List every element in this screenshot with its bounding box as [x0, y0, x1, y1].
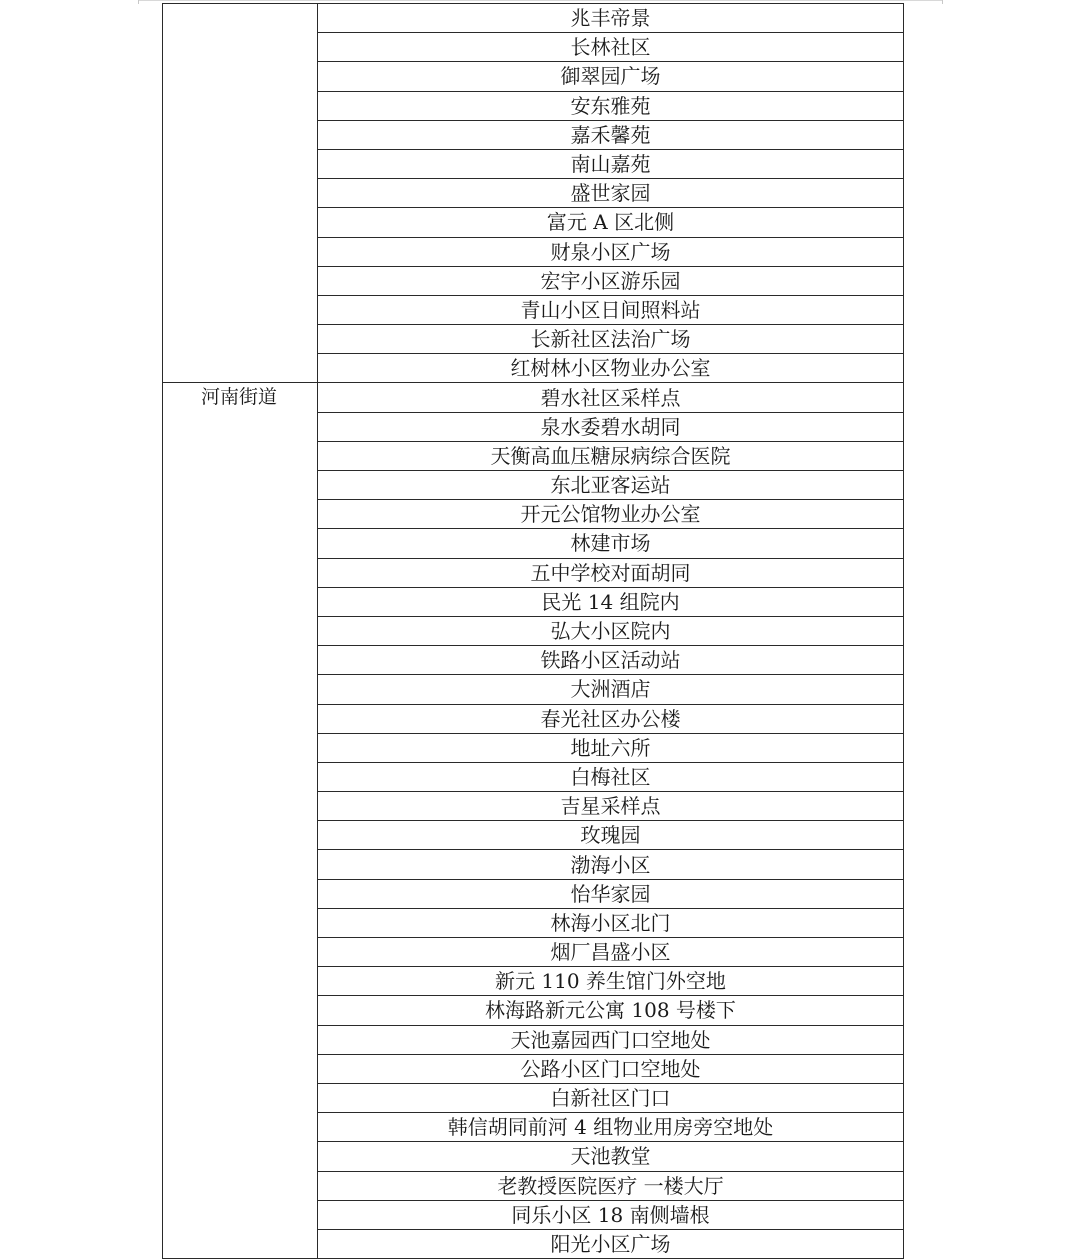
- page-corner-mark-left: [138, 0, 139, 4]
- sampling-site-cell: 林海小区北门: [318, 908, 904, 937]
- sampling-site-cell: 安东雅苑: [318, 91, 904, 120]
- sampling-site-cell: 长新社区法治广场: [318, 325, 904, 354]
- sampling-site-cell: 御翠园广场: [318, 62, 904, 91]
- sampling-site-cell: 阳光小区广场: [318, 1229, 904, 1258]
- street-name-cell: 河南街道: [163, 383, 318, 1259]
- sampling-site-cell: 天池嘉园西门口空地处: [318, 1025, 904, 1054]
- table-row: [163, 383, 904, 412]
- sampling-site-cell: 老教授医院医疗 一楼大厅: [318, 1171, 904, 1200]
- sampling-site-cell: 宏宇小区游乐园: [318, 266, 904, 295]
- sampling-site-cell: 民光 14 组院内: [318, 587, 904, 616]
- sampling-site-cell: 财泉小区广场: [318, 237, 904, 266]
- sampling-site-cell: 铁路小区活动站: [318, 646, 904, 675]
- sampling-site-cell: 林建市场: [318, 529, 904, 558]
- sampling-site-cell: 烟厂昌盛小区: [318, 938, 904, 967]
- sampling-site-cell: 地址六所: [318, 733, 904, 762]
- street-name-cell: [163, 4, 318, 383]
- sampling-site-cell: 白梅社区: [318, 762, 904, 791]
- sampling-site-cell: 怡华家园: [318, 879, 904, 908]
- sampling-sites-table-body: [163, 4, 904, 1259]
- sampling-site-cell: 南山嘉苑: [318, 149, 904, 178]
- sampling-site-cell: 富元 A 区北侧: [318, 208, 904, 237]
- page-top-rule: [138, 0, 943, 1]
- table-row: [163, 4, 904, 33]
- sampling-site-cell: 天池教堂: [318, 1142, 904, 1171]
- sampling-site-cell: 开元公馆物业办公室: [318, 500, 904, 529]
- sampling-site-cell: 青山小区日间照料站: [318, 295, 904, 324]
- sampling-site-cell: 长林社区: [318, 33, 904, 62]
- sampling-site-cell: 同乐小区 18 南侧墙根: [318, 1200, 904, 1229]
- sampling-site-cell: 渤海小区: [318, 850, 904, 879]
- sampling-site-cell: 白新社区门口: [318, 1083, 904, 1112]
- sampling-site-cell: 春光社区办公楼: [318, 704, 904, 733]
- sampling-site-cell: 碧水社区采样点: [318, 383, 904, 412]
- sampling-site-cell: 韩信胡同前河 4 组物业用房旁空地处: [318, 1113, 904, 1142]
- sampling-site-cell: 玫瑰园: [318, 821, 904, 850]
- sampling-site-cell: 大洲酒店: [318, 675, 904, 704]
- sampling-site-cell: 泉水委碧水胡同: [318, 412, 904, 441]
- sampling-site-cell: 新元 110 养生馆门外空地: [318, 967, 904, 996]
- sampling-sites-table: [162, 3, 904, 1259]
- sampling-site-cell: 东北亚客运站: [318, 471, 904, 500]
- sampling-site-cell: 天衡高血压糖尿病综合医院: [318, 441, 904, 470]
- sampling-site-cell: 公路小区门口空地处: [318, 1054, 904, 1083]
- sampling-site-cell: 五中学校对面胡同: [318, 558, 904, 587]
- sampling-site-cell: 林海路新元公寓 108 号楼下: [318, 996, 904, 1025]
- page-corner-mark-right: [942, 0, 943, 4]
- sampling-site-cell: 吉星采样点: [318, 792, 904, 821]
- sampling-site-cell: 盛世家园: [318, 179, 904, 208]
- sampling-site-cell: 兆丰帝景: [318, 4, 904, 33]
- sampling-site-cell: 弘大小区院内: [318, 616, 904, 645]
- sampling-site-cell: 嘉禾馨苑: [318, 120, 904, 149]
- sampling-site-cell: 红树林小区物业办公室: [318, 354, 904, 383]
